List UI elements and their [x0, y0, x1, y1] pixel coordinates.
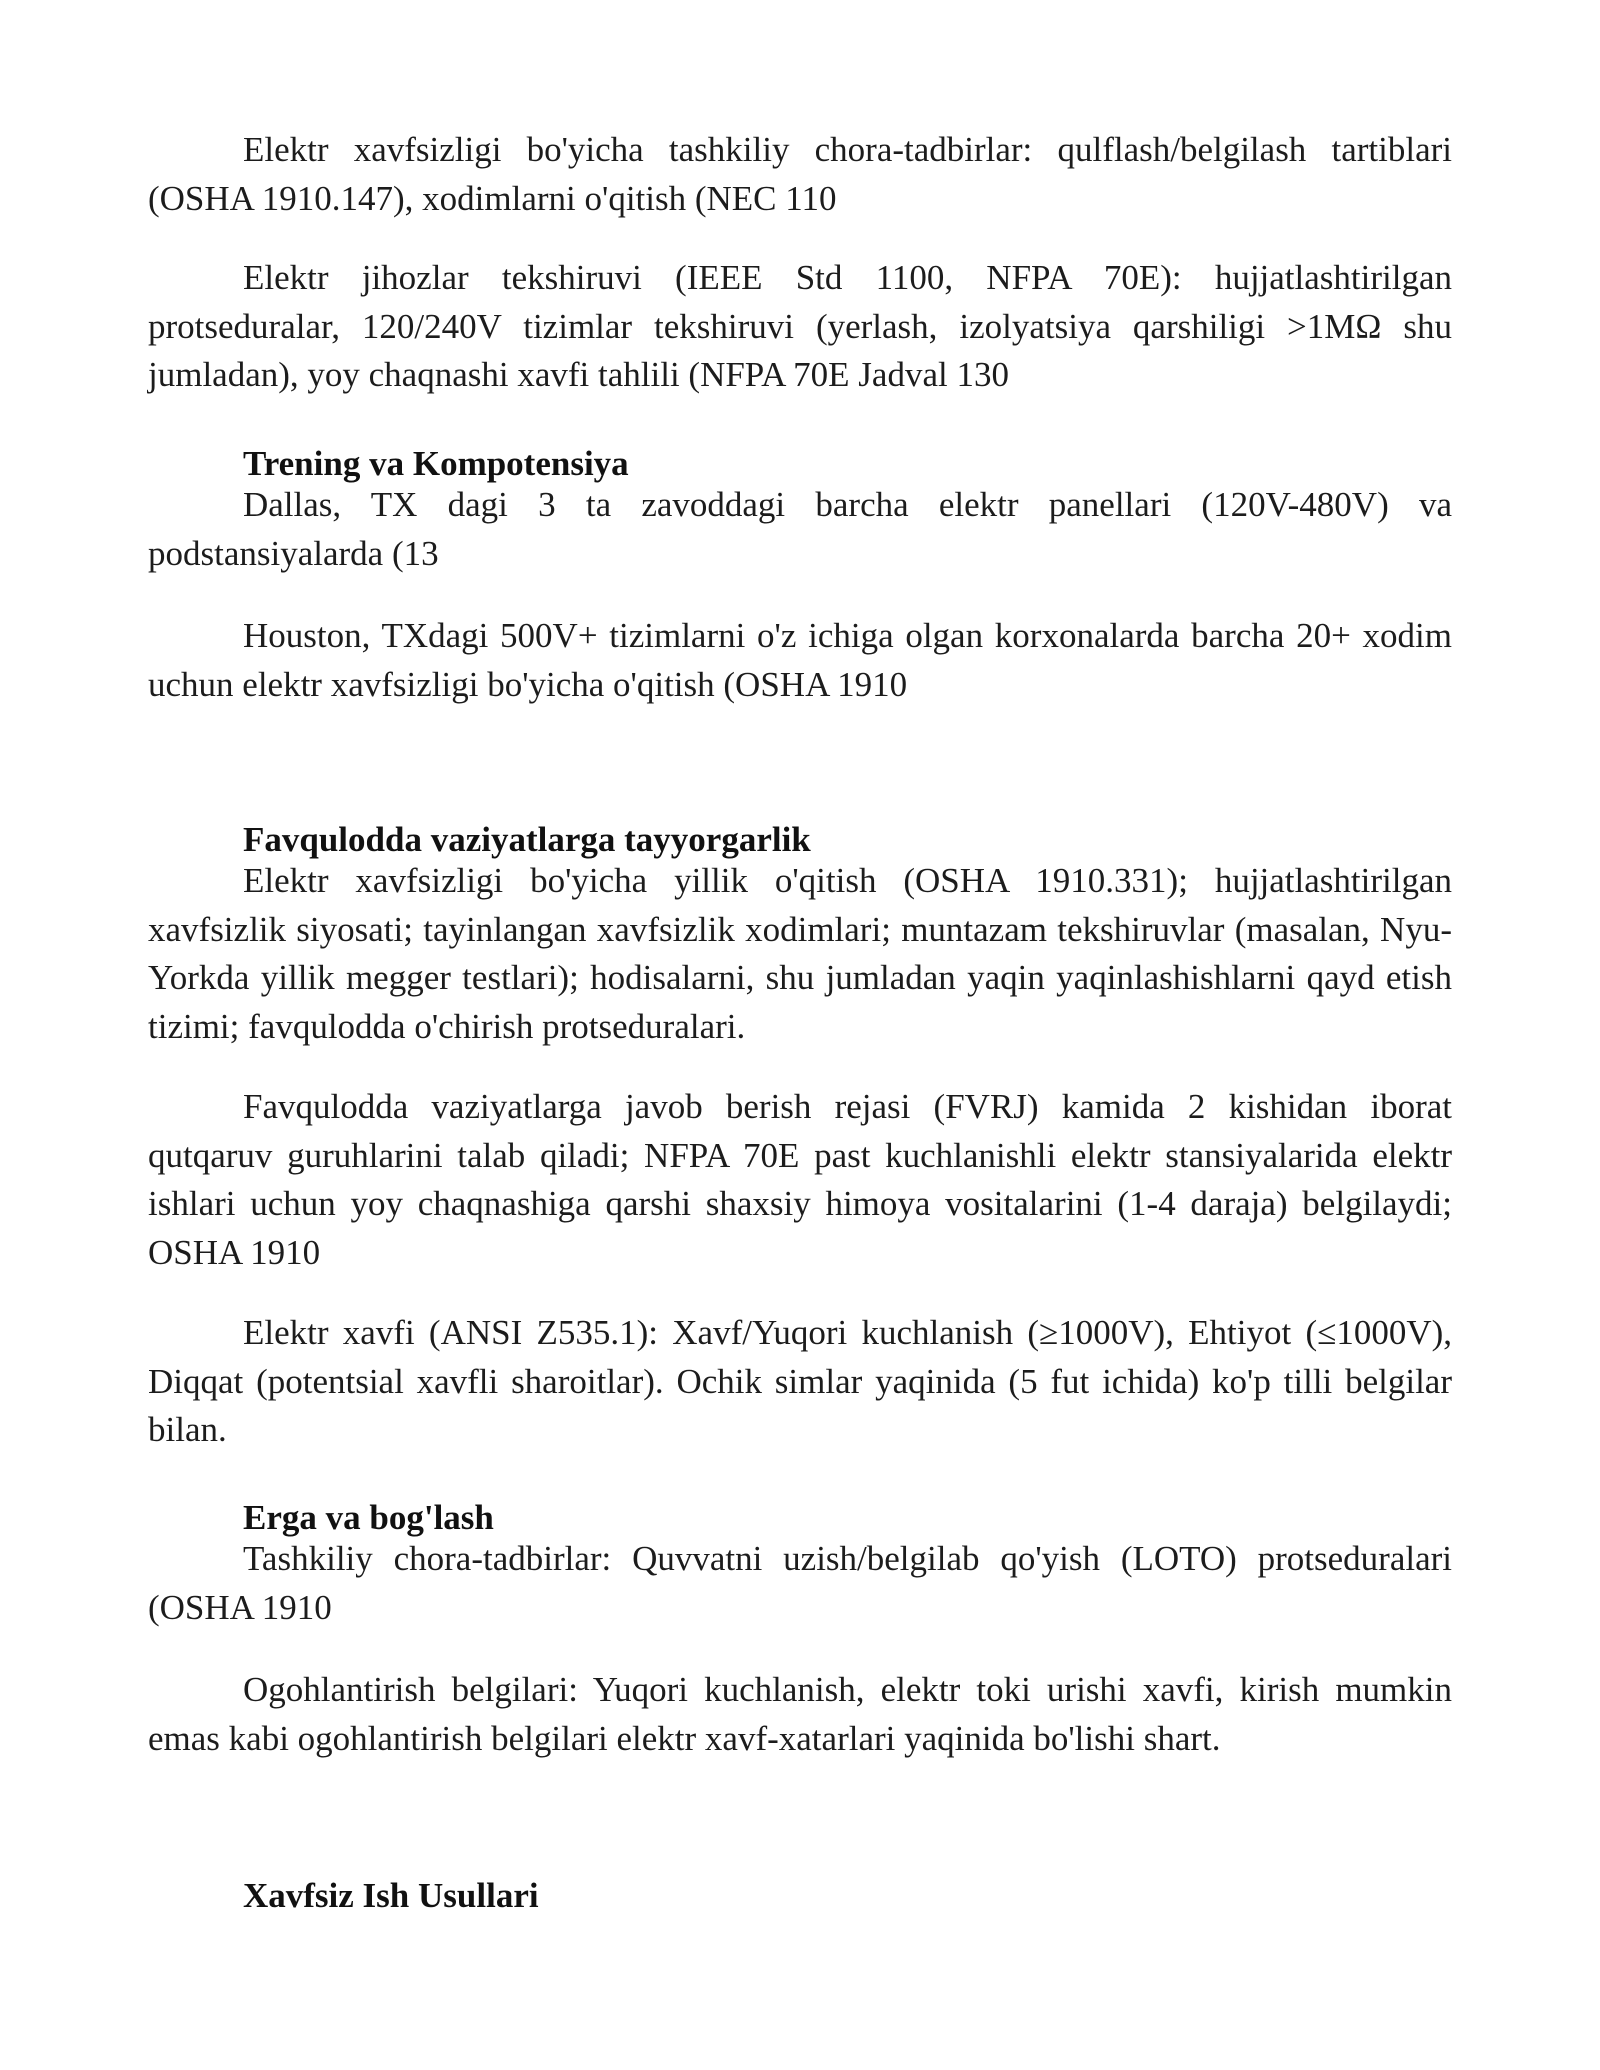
paragraph-organizational-measures: Elektr xavfsizligi bo'yicha tashkiliy chora-tadbirlar: qulflash/belgilash tartiblari (OSHA 1910.147), xodimlarni o'qitish (NEC 110 — [148, 130, 1452, 218]
paragraph-loto-procedures: Tashkiliy chora-tadbirlar: Quvvatni uzish/belgilab qo'yish (LOTO) protseduralari (OSHA 1910 — [148, 1539, 1452, 1627]
heading-training-competence: Trening va Kompotensiya — [243, 444, 629, 483]
heading-emergency-preparedness: Favqulodda vaziyatlarga tayyorgarlik — [243, 820, 811, 859]
paragraph-emergency-response-plan: Favqulodda vaziyatlarga javob berish rejasi (FVRJ) kamida 2 kishidan iborat qutqaruv guruhlarini talab qiladi; NFPA 70E past kuchlanishli elektr stansiyalarida elektr ishlari uchun yoy chaqnashiga qarshi shaxsiy himoya vositalarini (1-4 daraja) belgilaydi; OSHA 1910 — [148, 1087, 1452, 1272]
paragraph-electrical-hazard-signs: Elektr xavfi (ANSI Z535.1): Xavf/Yuqori kuchlanish (≥1000V), Ehtiyot (≤1000V), Diqqat (potentsial xavfli sharoitlar). Ochik simlar yaqinida (5 fut ichida) ko'p tilli belgilar bilan. — [148, 1313, 1452, 1449]
heading-grounding-bonding: Erga va bog'lash — [243, 1498, 494, 1537]
paragraph-equipment-inspection: Elektr jihozlar tekshiruvi (IEEE Std 1100, NFPA 70E): hujjatlashtirilgan protseduralar, 120/240V tizimlar tekshiruvi (yerlash, izolyatsiya qarshiligi >1MΩ shu jumladan), yoy chaqnashi xavfi tahlili (NFPA 70E Jadval 130 — [148, 258, 1452, 394]
paragraph-annual-training: Elektr xavfsizligi bo'yicha yillik o'qitish (OSHA 1910.331); hujjatlashtirilgan xavfsizlik siyosati; tayinlangan xavfsizlik xodimlari; muntazam tekshiruvlar (masalan, Nyu-Yorkda yillik megger testlari); hodisalarni, shu jumladan yaqin yaqinlashishlarni qayd etish tizimi; favqulodda o'chirish protseduralari. — [148, 861, 1452, 1046]
heading-safe-work-practices: Xavfsiz Ish Usullari — [243, 1876, 539, 1915]
paragraph-houston-training: Houston, TXdagi 500V+ tizimlarni o'z ichiga olgan korxonalarda barcha 20+ xodim uchun elektr xavfsizligi bo'yicha o'qitish (OSHA 1910 — [148, 616, 1452, 704]
paragraph-dallas-panels: Dallas, TX dagi 3 ta zavoddagi barcha elektr panellari (120V-480V) va podstansiyalarda (13 — [148, 485, 1452, 573]
paragraph-warning-signs: Ogohlantirish belgilari: Yuqori kuchlanish, elektr toki urishi xavfi, kirish mumkin emas kabi ogohlantirish belgilari elektr xavf-xatarlari yaqinida bo'lishi shart. — [148, 1670, 1452, 1758]
